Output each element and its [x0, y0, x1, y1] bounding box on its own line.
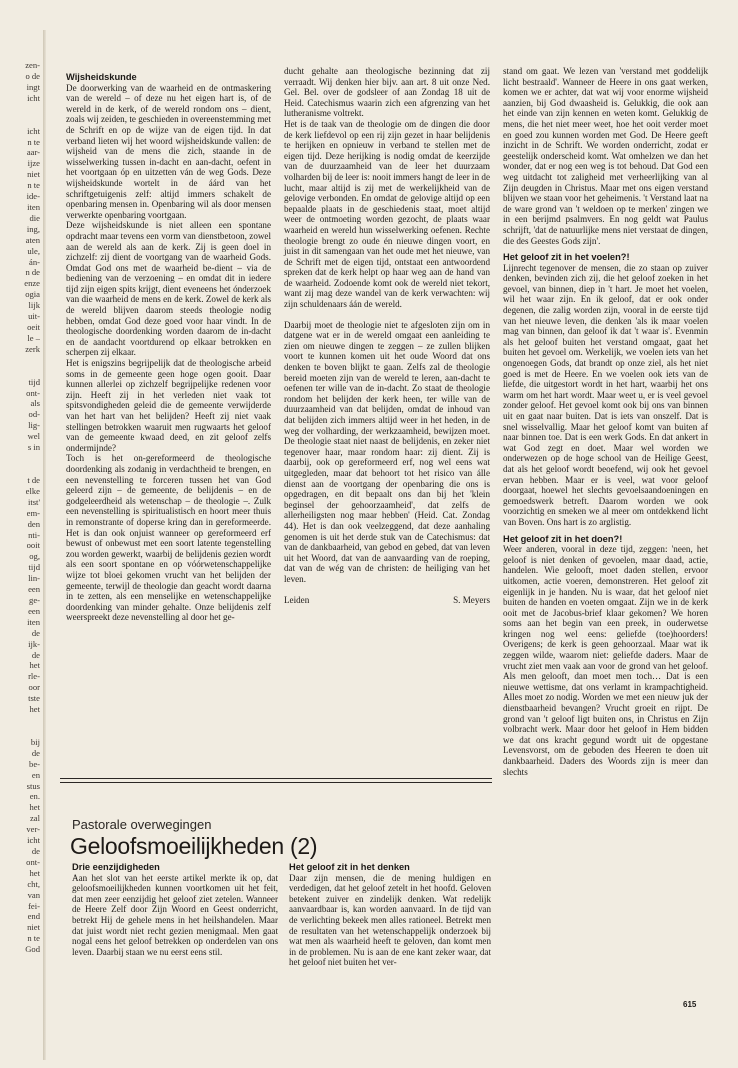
- gutter-fragment: án-: [29, 256, 40, 267]
- gutter-fragment: enze: [24, 278, 40, 289]
- gutter-fragment: [0, 453, 40, 475]
- article2-subheading: Het geloof zit in het voelen?!: [503, 252, 630, 263]
- adjacent-page-gutter: [0, 60, 40, 1008]
- article2-title: Geloofsmoeilijkheden (2): [70, 833, 318, 859]
- gutter-fragment: ijze: [27, 158, 40, 169]
- gutter-fragment: n de: [25, 267, 40, 278]
- gutter-fragment: ing,: [26, 223, 40, 234]
- gutter-fragment: niet: [27, 169, 40, 180]
- gutter-fragment: le –: [27, 332, 40, 343]
- gutter-fragment: lig-: [28, 420, 40, 431]
- gutter-fragment: het: [29, 802, 40, 813]
- gutter-fragment: itst': [27, 496, 40, 507]
- article1-paragraph: Het is de taak van de theologie om de dingen die door de kerk liefdevol op een rij zijn gezet in haar belijdenis te herijken en opnieuw in verband te stellen met de eigen tijd. Deze herijking is nodig omdat de keerzijde van de duurzaamheid van de leer het duurzaam volharden bij de leer is: nooit immers hangt de leer in de lucht, maar altijd is zij met de werkelijkheid van de gelovige verbonden. En omdat de gelovige altijd op een bepaalde plaats in de geschiedenis staat, moet altijd weer de ontmoeting worden gezocht, de plaats waar waarheid en wereld hun wisselwerking oefenen. Rechte theologie brengt zo oude én nieuwe dingen voort, en juist in dit samengaan van het oude met het nieuwe, van de Schrift met de eigen tijd, ontstaat een antwoordend spreken dat de kerk helpt op haar weg aan de hand van de waarheid. Zodoende komt ook de wereld niet tekort, want zij mag deze wandel van de kerk verwachten: wij zijn schuldenaars áán de wereld.: [284, 118, 490, 310]
- gutter-fragment: ule,: [27, 245, 40, 256]
- gutter-fragment: end: [27, 911, 40, 922]
- article1-paragraph: Daarbij moet de theologie niet te afgesloten zijn om in datgene wat er in de wereld omgaat een aanleiding te zien om nieuwe dingen te zeggen – ze zullen blijken voort te kunnen komen uit het oude Woord dat ons denken te boven blijkt te gaan. Zelfs zal de theologie bereid moeten zijn van de wereld te leren, aan-dacht te oefenen ter wille van de in-dacht. Zo staat de theologie rondom het belijden der kerk heen, ter wille van de duurzaamheid van dat belijden, omdat de inhoud van dat belijden zich immers altijd weer in het heden, in de weg der volharding, der werkzaamheid, bewijzen moet. De theologie staat niet naast de belijdenis, en zeker niet tegenover haar, maar rondom haar: zij dient. Zij is daarbij, ook op gereformeerd erf, nog wel eens wat uitgegleden, maar dat behoort tot het risico van álle dienst aan de voortgang der openbaring die ons is opgedragen, en dit bepaalt ons dan bij het 'klein beginsel der gehoorzaamheid', dat zelfs de allerheiligsten nog maar hebben' (Heid. Cat. Zondag 44). Het is dan ook veelzeggend, dat deze aanhaling genomen is uit het derde stuk van de Catechismus: dat van de dankbaarheid, van gebod en gebed, dat van leven uit het Woord, dat van de aanvaarding van de roeping, dat van de wég van de christen: de heiliging van het leven.: [284, 319, 490, 584]
- gutter-fragment: ijk-: [28, 638, 40, 649]
- article2-column-3: [503, 66, 708, 777]
- article2-subheading: Het geloof zit in het doen?!: [503, 533, 623, 544]
- gutter-fragment: tijd: [28, 376, 40, 387]
- gutter-fragment: de: [31, 846, 40, 856]
- article2-subheading: Drie eenzijdigheden: [72, 862, 160, 872]
- article2-subheading: Het geloof zit in het denken: [289, 862, 410, 872]
- gutter-fragment: ogia: [25, 289, 40, 300]
- gutter-fragment: uit-: [28, 311, 40, 322]
- gutter-fragment: ooit: [26, 540, 40, 551]
- gutter-fragment: zen-: [25, 60, 40, 70]
- gutter-fragment: [0, 355, 40, 377]
- gutter-fragment: icht: [27, 125, 40, 136]
- article1-signature: [284, 595, 490, 606]
- gutter-fragment: het: [29, 704, 40, 715]
- gutter-fragment: de: [31, 649, 40, 660]
- gutter-fragment: od-: [28, 409, 40, 420]
- article2-column-1: [72, 862, 278, 957]
- article2-kicker: Pastorale overwegingen: [72, 817, 212, 832]
- gutter-fragment: oeit: [27, 321, 40, 332]
- gutter-fragment: ver-: [26, 824, 40, 835]
- gutter-fragment: elke: [25, 485, 40, 496]
- gutter-fragment: lijk: [28, 300, 40, 311]
- article2-paragraph: Daar zijn mensen, die de mening huldigen en verdedigen, dat het geloof zetelt in het hoofd. Geloven betekent zuiver en zindelijk denken. Wat redelijk aanvaardbaar is, kan worden aanvaard. In de tijd van de verlichting bekeek men alles rationeel. Betrekt men de resultaten van het wetenschappelijk onderzoek bij wat men als waarheid heeft te geloven, dan komt men in de problemen. Nu is aan de ene kant zeker waar, dat het geloof niet buiten het ver-: [289, 872, 491, 968]
- gutter-fragment: lin-: [28, 573, 40, 584]
- gutter-fragment: wel: [27, 431, 40, 442]
- article1-column-1: [66, 72, 271, 623]
- article1-paragraph: ducht gehalte aan theologische bezinning dat zij verraadt. Wij denken hier bijv. aan art. 8 uit onze Ned. Gel. Bel. over de godsleer of aan Zondag 18 uit de Heid. Catechismus waarin zich een afgrenzing van het lutheranisme voltrekt.: [284, 66, 490, 119]
- page-number: 615: [683, 1000, 697, 1009]
- gutter-fragment: o de: [25, 70, 40, 81]
- gutter-fragment: t de: [27, 475, 40, 485]
- gutter-fragment: en.: [29, 791, 40, 802]
- article2-column-2: [289, 862, 491, 968]
- article1-paragraph: Het is enigszins begrijpelijk dat de theologische arbeid soms in de gemeente geen hoge ogen gooit. Daar kunnen allerlei op zichzelf begrijpelijke redenen voor zijn. Heeft zij in het verleden niet vaak tot spitsvondigheden geleid die de gemeente verwijderde van het hart van het belijden? Heeft zij niet vaak stellingen betrokken waaruit men rugwaarts het geloof van de gemeente kwaad deed, en zit geloof zelfs ondermijnde?: [66, 358, 271, 453]
- gutter-fragment: tste: [28, 693, 40, 704]
- gutter-fragment: icht: [27, 92, 40, 103]
- gutter-fragment: be-: [29, 758, 40, 769]
- gutter-fragment: n te: [27, 136, 40, 147]
- gutter-fragment: [0, 715, 40, 737]
- section-divider: [60, 782, 492, 783]
- gutter-fragment: cht,: [27, 878, 40, 889]
- gutter-fragment: als: [30, 398, 40, 409]
- gutter-fragment: niet: [27, 922, 40, 933]
- gutter-fragment: die: [29, 212, 40, 223]
- gutter-fragment: iten: [27, 616, 40, 627]
- gutter-fragment: zal: [29, 813, 40, 824]
- gutter-fragment: em-: [26, 507, 40, 518]
- article2-paragraph: stand om gaat. We lezen van 'verstand met goddelijk licht bestraald'. Wanneer de Heere in ons gaat werken, komen we er achter, dat wat wij voor enorme wijsheid aanzien, bij God dwaasheid is. Gelukkig, die ook aan het einde van zijn kennen en weten komt. Gelukkig de mens, die het niet meer weet, hoe het ooit verder moet en goed zou kunnen worden met God. De Heere geeft inzicht in de Schrift. We worden onderricht, zodat er geestelijk onderscheid komt. Wat omhelzen we dan het wonder, dat er nog een weg is tot behoud. Dat God een weg uitdacht tot zaligheid met verheerlijking van al Zijn deugden in Christus. Maar met ons eigen verstand blijven we staan voor het geheimenis. 't Verstand laat na de ware grond van 't weldoen op te merken' zingen we in een berijmd psalmvers. En nog geldt wat Paulus schrijft, 'dat de natuurlijke mens niet verstaat de dingen, die des Geestes Gods zijn'.: [503, 66, 708, 246]
- article2-paragraph: Lijnrecht tegenover de mensen, die zo staan op zuiver denken, bevinden zich zij, die het geloof zoeken in het gevoel, van binnen, diep in 't hart. Je moet het voelen, wil het waar zijn. En ik geloof, dat er ook onder degenen, die zalig worden zijn, vooral in de eerste tijd van het nieuwe leven, die denken 'als ik maar voelen mag van binnen, dan geloof ik dat 't waar is'. Evenmin als het geloof buiten het verstand omgaat, gaat het buiten het gevoel om. Werkelijk, we voelen iets van het ongenoegen Gods, dat brandt op onze ziel, als het niet goed is met de Heere. En we voelen ook iets van de liefde, die uitgestort wordt in het hart, waarbij het ons warm om het hart wordt. Maar weet u, er is veel gevoel zonder geloof. Het gevoel komt ook bij ons van binnen uit en gaat naar buiten. Dat is iets van onszelf. Dat is snel wisselvallig. Maar het geloof komt van buiten af naar binnen toe. Dat is een werk Gods. En dat ankert in wat God zegt en doet. Maar wel worden we onderwezen op de hoge school van de Heilige Geest, dat als het geloof wordt beoefend, wij ook het gevoel ervan hebben. Maar er is veel, wat voor geloof doorgaat, hoewel het slechts gevoelsaandoeningen en gemoedswerk betreft. Daarom worden we ook voorzichtig en smeken we al meer om ontdekkend licht van Boven. Ons hart is zo arglistig.: [503, 262, 708, 527]
- article1-paragraph: Deze wijsheidskunde is niet alleen een spontane opdracht maar tevens een vorm van dienstbetoon, zowel aan de wereld als aan de kerk. Zij is geen doel in zichzelf: zij dient de voortgang van de waarheid Gods. Omdat God ons met de waarheid be-dient – via de bediening van de verzoening – en omdat dit in iedere tijd zijn eigen spits krijgt, dient eveneens het ónderzoek van die waarheid de mens en de kerk. Zowel de kerk als de wereld blijven daarom steeds theologie nodig hebben, omdat God deze goed voor haar vindt. In de theologische doordenking worden daarom de in-dacht en de aandacht voortdurend op elkaar betrokken en scherpen zij elkaar.: [66, 220, 271, 358]
- article1-heading: Wijsheidskunde: [66, 72, 137, 82]
- article2-paragraph: Weer anderen, vooral in deze tijd, zeggen: 'neen, het geloof is niet denken of gevoelen, maar daad, actie, handelen. Wie gelooft, moet daden stellen, ervoor uitkomen, actie voeren, demonstreren. Het geloof zit eigenlijk in je handen. Nu is waar, dat het geloof niet buiten de handen en voeten omgaat. Zijn we in de kerk ooit met de Jacobus-brief klaar gekomen? We horen soms aan het begin van een preek, in ouderwetse kringen nog wel eens: geliefde (toe)hoorders! Overigens; de kerk is geen gehoorzaal. Maar wat ik zeggen wilde, waarom niet: geliefde daders. Maar de vrucht ziet men vaak aan voor de grond van het geloof. Als men gelooft, dan moet men toch… Dat is een nieuwe wettisme, dat ons verlamt in krampachtigheid. Alles moet zo nodig. Worden we met een nieuw juk der dienstbaarheid bevangen? Vrucht groeit en rijpt. De grond van 't geloof ligt buiten ons, in Christus en Zijn volbracht werk. Maar door het geloof in Hem bidden we dat ons kracht gegund wordt uit de opgestane Levensvorst, om de geboden des Heeren te doen uit dankbaarheid. Daders des Woords zijn is meer dan slechts: [503, 544, 708, 777]
- article1-paragraph: De doorwerking van de waarheid en de ontmaskering van de wereld – of deze nu het eigen hart is, of de wereld in de kerk, of de wereld rondom ons – dient, zoals wij zeiden, te geschieden in overeenstemming met de Schrift en op de wijze van de eigen tijd. In dat verband lieten wij het woord wijsheidskunde vallen: de wijsheid van de mens die zich, staande in de wisselwerking tussen in-dacht en aan-dacht, oefent in het voortgaan óp en uitzetten ván de weg Gods. Deze wijsheidskunde wortelt in de áárd van het schriftgetuigenis zelf: altijd immers schakelt de openbaring mensen in. Openbaring wil als door mensen verwerkte openbaring voortgaan.: [66, 82, 271, 220]
- gutter-fragment: een: [28, 605, 40, 616]
- gutter-fragment: het: [29, 867, 40, 878]
- gutter-fragment: ide-: [26, 191, 40, 202]
- gutter-fragment: tijd: [28, 562, 40, 573]
- gutter-fragment: aten: [25, 234, 40, 245]
- gutter-fragment: s in: [27, 442, 40, 453]
- gutter-fragment: van: [27, 889, 40, 900]
- article1-place: Leiden: [284, 594, 310, 605]
- article1-paragraph: Toch is het on-gereformeerd de theologische doordenking als zodanig in verdachtheid te brengen, en een nevenstelling te forceren tussen het van God geleerd zijn – de gemeente, de belijdenis – en de godgeleerdheid als wetenschap – de theologie –. Zulk een nevenstelling is spiritualistisch en hoort meer thuis in remonstrante of doperse kring dan in gereformeerde. Het is dan ook onjuist wanneer op gereformeerd erf bewust of onbewust met een soort latente tegenstelling zou worden gewerkt, waarbij de belijdenis gezien wordt als een soort spontane en op vóórwetenschappelijke wijze tot bloei gekomen vrucht van het belijden der gemeente, terwijl de theologie dan geacht wordt daarna in te zetten, als een menselijke en wetenschappelijke doordenking van minder gehalte. Onze belijdenis zelf weerspreekt deze nevenstelling al door het ge-: [66, 453, 271, 623]
- gutter-fragment: icht: [27, 835, 40, 846]
- gutter-fragment: de: [31, 747, 40, 758]
- gutter-fragment: aar-: [26, 147, 40, 158]
- gutter-fragment: de: [31, 627, 40, 638]
- gutter-fragment: zerk: [25, 343, 40, 354]
- gutter-fragment: nti-: [28, 529, 40, 540]
- gutter-fragment: n te: [27, 933, 40, 944]
- page-fold: [43, 30, 46, 1060]
- gutter-fragment: og,: [29, 551, 40, 562]
- gutter-fragment: bij: [30, 736, 40, 747]
- gutter-fragment: n te: [27, 180, 40, 191]
- gutter-fragment: God: [25, 944, 40, 955]
- gutter-fragment: het: [29, 660, 40, 671]
- gutter-fragment: iten: [27, 201, 40, 212]
- gutter-fragment: ont-: [26, 856, 40, 867]
- gutter-fragment: rle-: [28, 671, 40, 682]
- gutter-fragment: ingt: [26, 81, 40, 92]
- section-divider: [60, 778, 492, 779]
- gutter-fragment: [0, 104, 40, 126]
- article1-author: S. Meyers: [453, 594, 490, 605]
- gutter-fragment: ge-: [29, 594, 40, 605]
- gutter-fragment: oor: [28, 682, 40, 693]
- gutter-fragment: een: [28, 584, 40, 595]
- gutter-fragment: stus: [26, 780, 40, 791]
- gutter-fragment: fei-: [28, 900, 40, 911]
- gutter-fragment: en: [31, 769, 40, 780]
- article2-paragraph: Aan het slot van het eerste artikel merkte ik op, dat geloofsmoeilijkheden kunnen voortkomen uit het feit, dat men zeer eenzijdig het geloof ziet zetelen. Wanneer de Heere Zelf door Zijn Woord en Geest onderricht, betrekt Hij de gehele mens in het heilshandelen. Maar dat juist wordt niet recht gezien menigmaal. Men gaat nogal eens het geloof betrekken op onderdelen van ons leven. Daarbij staan we nu eerst eens stil.: [72, 872, 278, 957]
- article1-column-2: [284, 66, 490, 605]
- gutter-fragment: den: [27, 518, 40, 529]
- gutter-fragment: ont-: [26, 387, 40, 398]
